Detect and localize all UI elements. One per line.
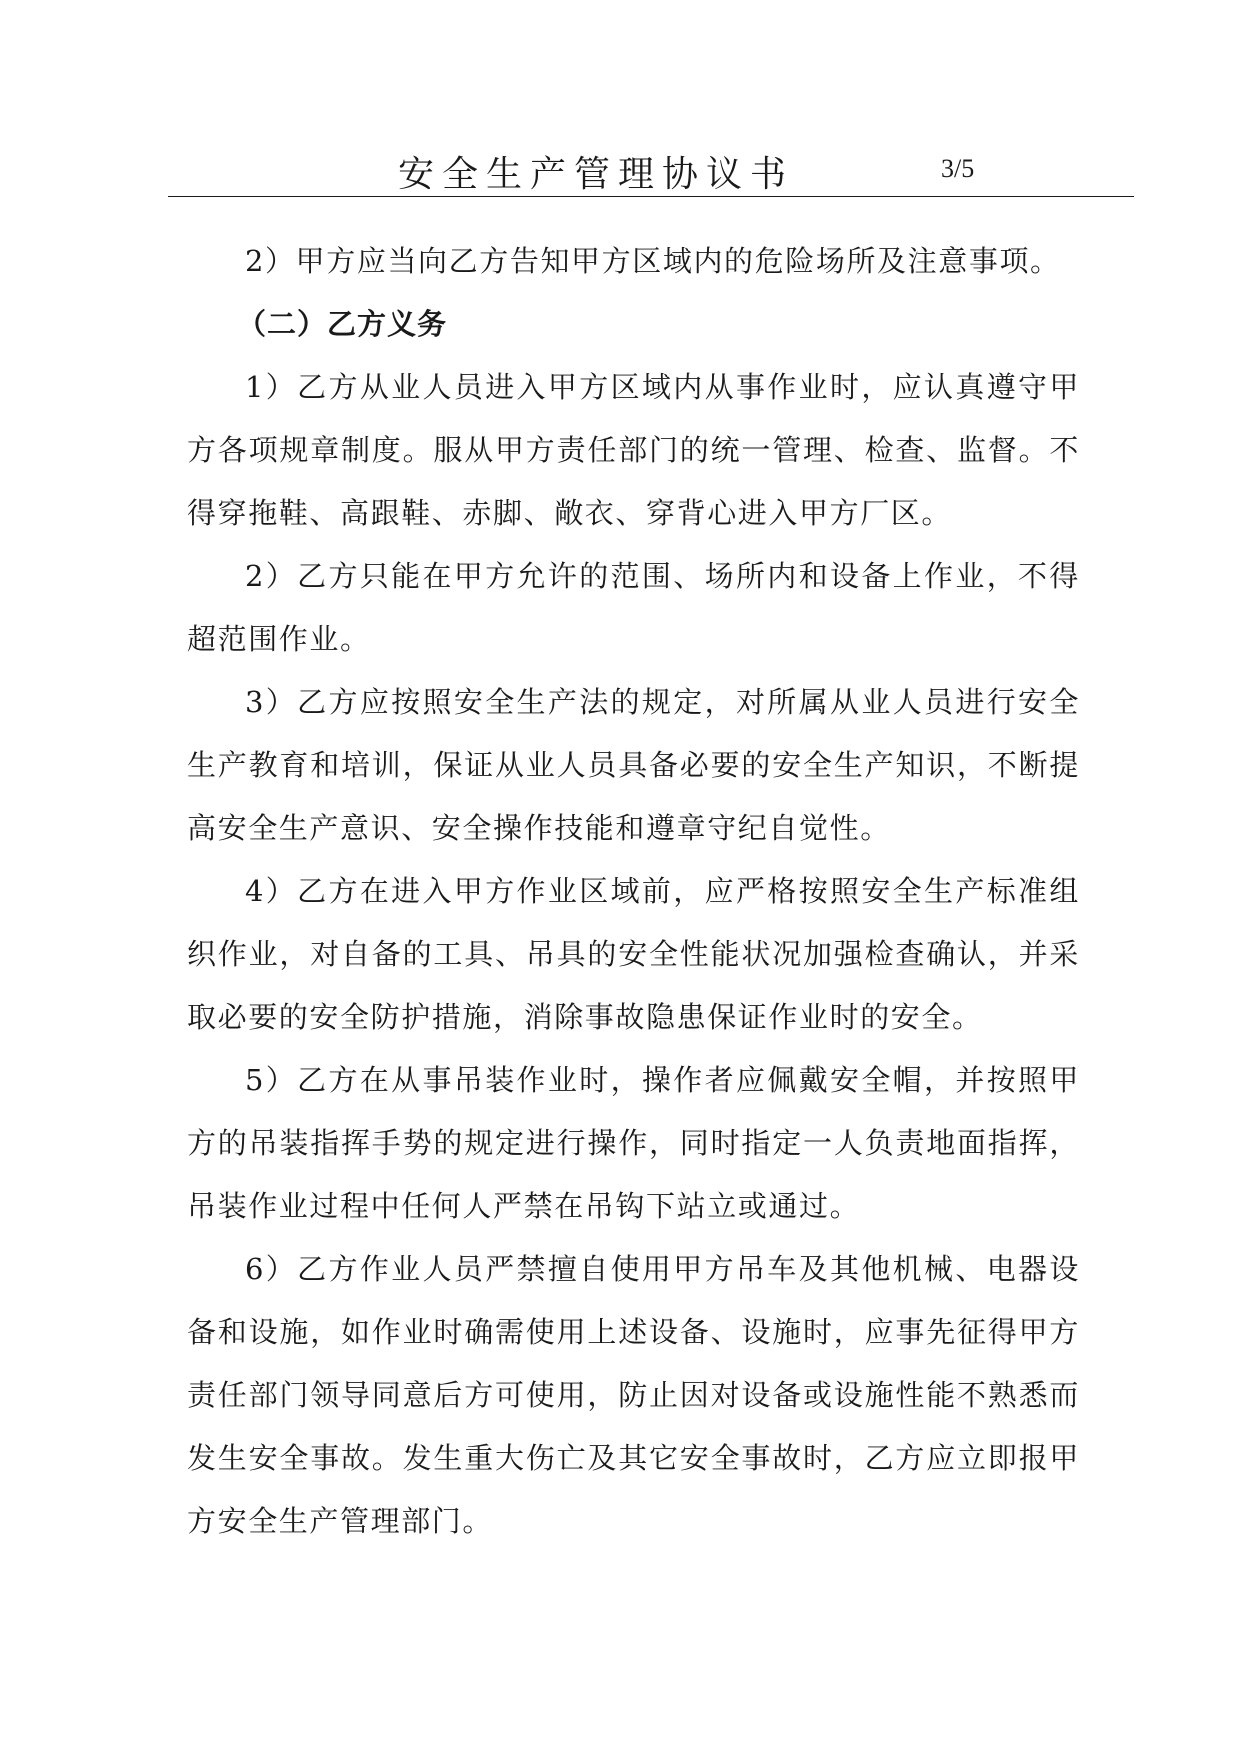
document-body xyxy=(187,230,1080,1553)
paragraph-party-b-duty-3: 3）乙方应按照安全生产法的规定，对所属从业人员进行安全生产教育和培训，保证从业人员具备必要的安全生产知识，不断提高安全生产意识、安全操作技能和遵章守纪自觉性。 xyxy=(187,685,1080,845)
paragraph-party-b-duty-5: 5）乙方在从事吊装作业时，操作者应佩戴安全帽，并按照甲方的吊装指挥手势的规定进行操作，同时指定一人负责地面指挥，吊装作业过程中任何人严禁在吊钩下站立或通过。 xyxy=(187,1063,1080,1223)
document-title: 安全生产管理协议书 xyxy=(398,154,795,195)
page-header xyxy=(168,140,1134,198)
section-heading-party-b-duties: （二）乙方义务 xyxy=(237,307,448,341)
paragraph-party-b-duty-6: 6）乙方作业人员严禁擅自使用甲方吊车及其他机械、电器设备和设施，如作业时确需使用上述设备、设施时，应事先征得甲方责任部门领导同意后方可使用，防止因对设备或设施性能不熟悉而发生安全事故。发生重大伤亡及其它安全事故时，乙方应立即报甲方安全生产管理部门。 xyxy=(187,1252,1080,1538)
paragraph-party-b-duty-1: 1）乙方从业人员进入甲方区域内从事作业时，应认真遵守甲方各项规章制度。服从甲方责任部门的统一管理、检查、监督。不得穿拖鞋、高跟鞋、赤脚、敞衣、穿背心进入甲方厂区。 xyxy=(187,370,1080,530)
header-divider xyxy=(168,196,1134,197)
paragraph-party-b-duty-2: 2）乙方只能在甲方允许的范围、场所内和设备上作业，不得超范围作业。 xyxy=(187,559,1080,656)
paragraph-party-b-duty-4: 4）乙方在进入甲方作业区域前，应严格按照安全生产标准组织作业，对自备的工具、吊具的安全性能状况加强检查确认，并采取必要的安全防护措施，消除事故隐患保证作业时的安全。 xyxy=(187,874,1080,1034)
page-number: 3/5 xyxy=(941,154,975,183)
paragraph-party-a-duty-2: 2）甲方应当向乙方告知甲方区域内的危险场所及注意事项。 xyxy=(245,244,1061,278)
